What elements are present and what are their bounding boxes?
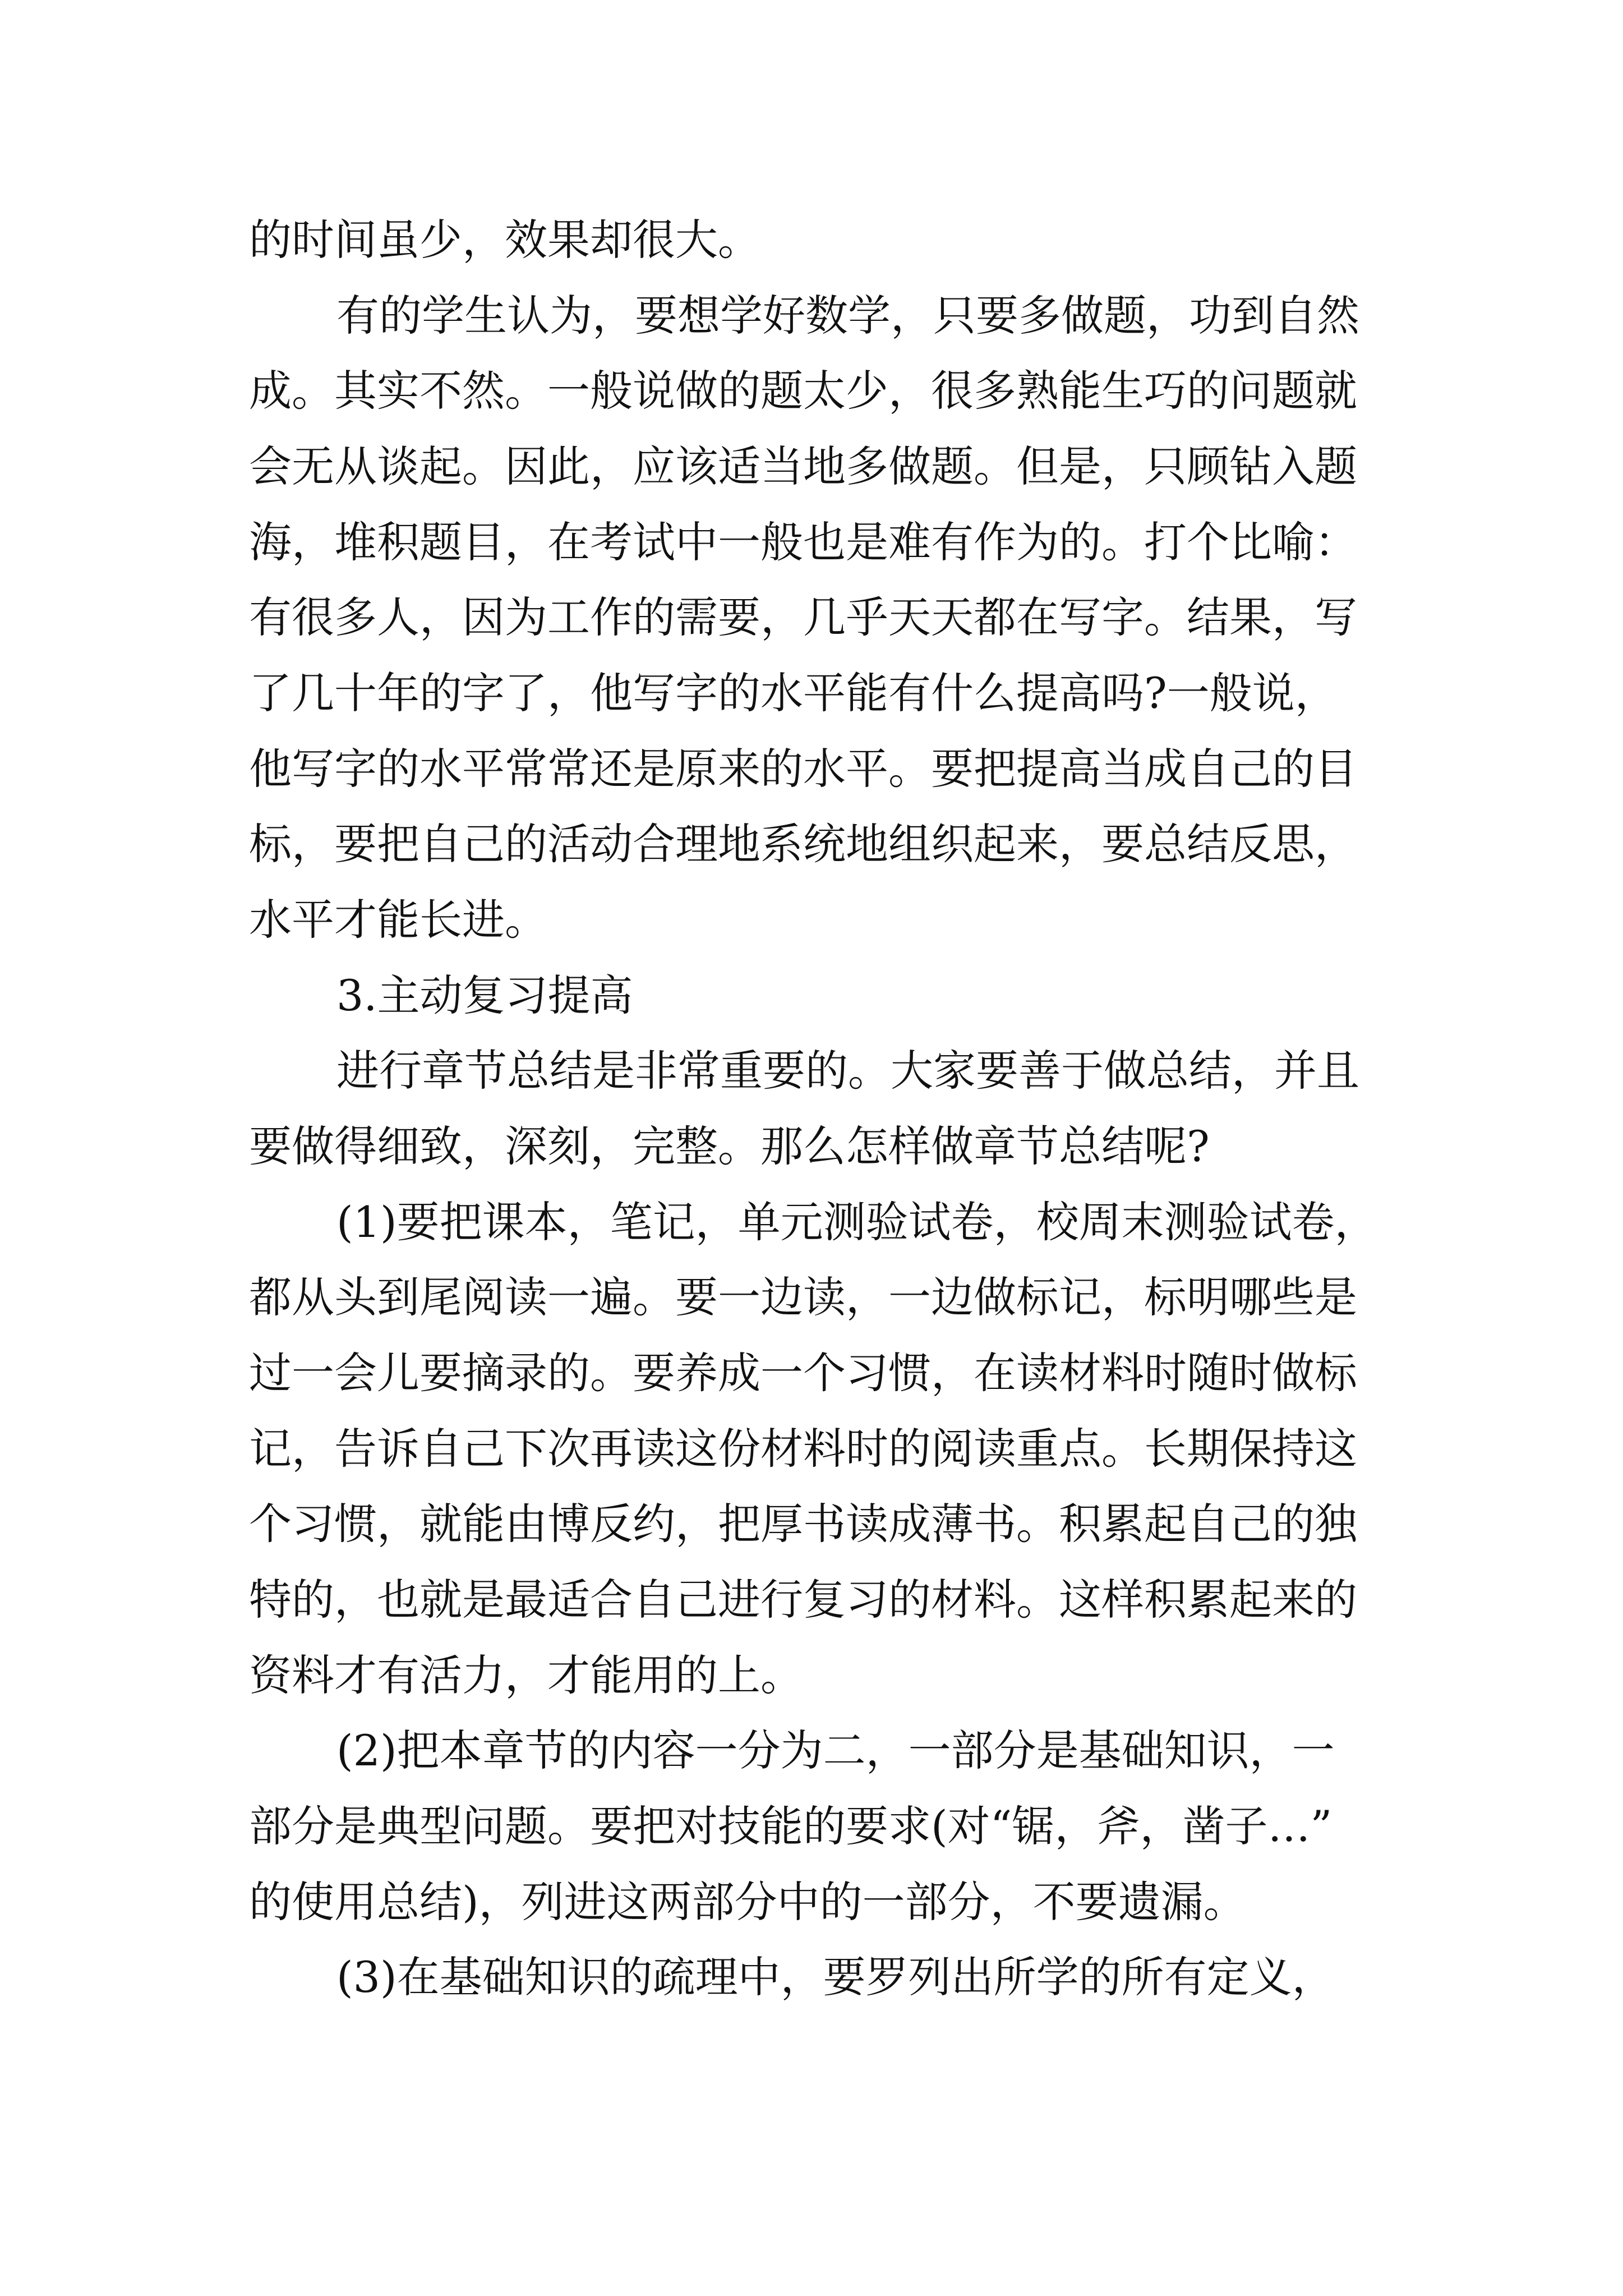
text-line: 个习惯，就能由博反约，把厚书读成薄书。积累起自己的独	[249, 1499, 1357, 1549]
list-item-start-line: (2)把本章节的内容一分为二，一部分是基础知识，一	[336, 1726, 1335, 1775]
text-line: 特的，也就是最适合自己进行复习的材料。这样积累起来的	[249, 1575, 1357, 1625]
section-heading: 3.主动复习提高	[336, 970, 633, 1020]
text-line: 成。其实不然。一般说做的题太少，很多熟能生巧的问题就	[249, 366, 1357, 416]
text-line: 标，要把自己的活动合理地系统地组织起来，要总结反思，	[249, 819, 1357, 869]
text-line: 海，堆积题目，在考试中一般也是难有作为的。打个比喻：	[249, 517, 1357, 567]
text-line: 都从头到尾阅读一遍。要一边读，一边做标记，标明哪些是	[249, 1272, 1357, 1322]
text-line: 他写字的水平常常还是原来的水平。要把提高当成自己的目	[249, 744, 1357, 794]
list-item-start-line: (3)在基础知识的疏理中，要罗列出所学的所有定义，	[336, 1952, 1335, 2002]
paragraph-start-line: 进行章节总结是非常重要的。大家要善于做总结，并且	[336, 1046, 1359, 1096]
text-line: 资料才有活力，才能用的上。	[249, 1650, 803, 1700]
text-line: 有很多人，因为工作的需要，几乎天天都在写字。结果，写	[249, 592, 1357, 642]
text-line: 了几十年的字了，他写字的水平能有什么提高吗?一般说，	[249, 668, 1338, 718]
text-line: 部分是典型问题。要把对技能的要求(对“锯，斧，凿子…”	[249, 1801, 1332, 1851]
text-line: 记，告诉自己下次再读这份材料时的阅读重点。长期保持这	[249, 1424, 1357, 1474]
text-line: 的时间虽少，效果却很大。	[249, 215, 760, 265]
text-line: 会无从谈起。因此，应该适当地多做题。但是，只顾钻入题	[249, 441, 1357, 491]
text-line: 的使用总结)，列进这两部分中的一部分，不要遗漏。	[249, 1877, 1246, 1927]
text-line: 水平才能长进。	[249, 895, 547, 945]
paragraph-start-line: 有的学生认为，要想学好数学，只要多做题，功到自然	[336, 291, 1359, 341]
list-item-start-line: (1)要把课本，笔记，单元测验试卷，校周末测验试卷，	[336, 1197, 1377, 1247]
text-line: 要做得细致，深刻，完整。那么怎样做章节总结呢?	[249, 1121, 1210, 1171]
text-line: 过一会儿要摘录的。要养成一个习惯，在读材料时随时做标	[249, 1348, 1357, 1398]
